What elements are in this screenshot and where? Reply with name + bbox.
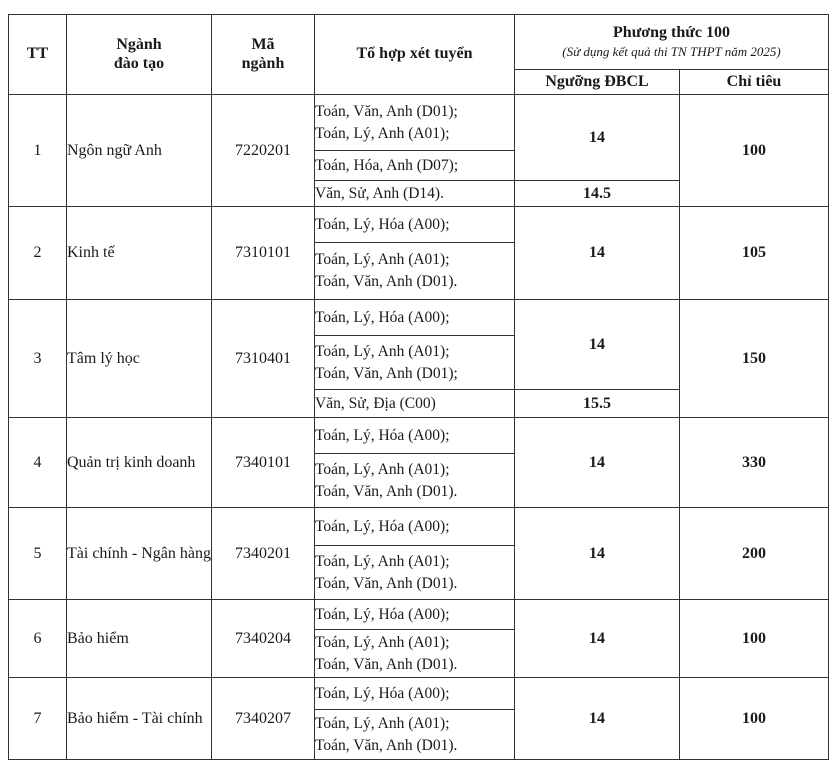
row-tt: 2: [9, 207, 67, 300]
row-quota: 330: [680, 418, 829, 508]
table-row: [9, 418, 829, 454]
row-threshold: 14: [515, 418, 680, 508]
combination-line: Toán, Văn, Anh (D01);: [315, 102, 458, 120]
table-row: [9, 95, 829, 151]
header-threshold: Ngưỡng ĐBCL: [515, 70, 680, 95]
combination-line: Toán, Lý, Anh (A01);: [315, 633, 450, 651]
combination-line: Toán, Lý, Hóa (A00);: [315, 426, 450, 444]
row-major-code: 7310101: [212, 207, 315, 300]
row-quota: 100: [680, 600, 829, 678]
row-quota: 100: [680, 95, 829, 207]
header-method-subtitle: (Sử dụng kết quả thi TN THPT năm 2025): [562, 44, 781, 60]
combination-line: Văn, Sử, Địa (C00): [315, 394, 436, 412]
row-tt: 1: [9, 95, 67, 207]
row-combination: [315, 300, 515, 336]
header-code-line2: ngành: [241, 54, 285, 72]
combination-line: Toán, Văn, Anh (D01).: [315, 482, 458, 500]
row-threshold: 14: [515, 600, 680, 678]
combination-line: Toán, Văn, Anh (D01).: [315, 574, 458, 592]
combination-line: Toán, Lý, Anh (A01);: [315, 251, 450, 268]
row-combination: [315, 508, 515, 546]
table-row: [9, 300, 829, 336]
header-code: [212, 15, 315, 95]
row-combination: [315, 600, 515, 630]
row-threshold: 14: [515, 508, 680, 600]
row-combination: [315, 418, 515, 454]
row-major-code: 7340207: [212, 678, 315, 760]
row-combination: [315, 678, 515, 710]
header-major-line1: Ngành: [116, 36, 162, 54]
combination-line: Toán, Lý, Hóa (A00);: [315, 605, 450, 623]
row-combination: [315, 151, 515, 181]
combination-line: Toán, Lý, Hóa (A00);: [315, 215, 450, 233]
combination-line: Toán, Lý, Anh (A01);: [315, 714, 450, 732]
row-tt: 3: [9, 300, 67, 418]
row-major-name: Tâm lý học: [67, 300, 212, 418]
row-major-code: 7340204: [212, 600, 315, 678]
row-combination: [315, 243, 515, 300]
row-combination: [315, 546, 515, 600]
row-major-name: Tài chính - Ngân hàng: [67, 508, 212, 600]
combination-line: Văn, Sử, Anh (D14).: [315, 184, 444, 202]
row-major-name: Kinh tế: [67, 207, 212, 300]
row-threshold: 14: [515, 207, 680, 300]
row-threshold: 14: [515, 678, 680, 760]
header-code-line1: Mã: [251, 36, 275, 54]
table-row: [9, 508, 829, 546]
row-combination: [315, 630, 515, 678]
row-quota: 100: [680, 678, 829, 760]
row-quota: 150: [680, 300, 829, 418]
table-row: [9, 207, 829, 243]
table-row: [9, 678, 829, 710]
row-threshold-extra: 14.5: [515, 181, 680, 207]
row-tt: 6: [9, 600, 67, 678]
row-combination: [315, 181, 515, 207]
row-threshold-extra: 15.5: [515, 390, 680, 418]
row-major-name: Bảo hiểm - Tài chính: [67, 678, 212, 760]
row-major-code: 7340101: [212, 418, 315, 508]
row-threshold: 14: [515, 95, 680, 181]
header-quota: Chỉ tiêu: [680, 70, 829, 95]
row-quota: 105: [680, 207, 829, 300]
row-major-code: 7310401: [212, 300, 315, 418]
header-major: [67, 15, 212, 95]
row-tt: 4: [9, 418, 67, 508]
combination-line: Toán, Văn, Anh (D01).: [315, 736, 458, 754]
row-combination: [315, 710, 515, 760]
row-threshold: 14: [515, 300, 680, 390]
header-major-line2: đào tạo: [113, 54, 165, 72]
row-major-code: 7340201: [212, 508, 315, 600]
combination-line: Toán, Lý, Anh (A01);: [315, 460, 450, 478]
row-combination: [315, 390, 515, 418]
row-tt: 7: [9, 678, 67, 760]
row-combination: [315, 336, 515, 390]
header-method-title: Phương thức 100: [613, 23, 730, 41]
table-row: [9, 600, 829, 630]
combination-line: Toán, Hóa, Anh (D07);: [315, 156, 459, 174]
row-quota: 200: [680, 508, 829, 600]
combination-line: Toán, Lý, Hóa (A00);: [315, 517, 450, 535]
row-tt: 5: [9, 508, 67, 600]
combination-line: Toán, Văn, Anh (D01).: [315, 655, 458, 673]
header-tt: TT: [9, 15, 67, 95]
row-major-name: Bảo hiểm: [67, 600, 212, 678]
header-method: [515, 15, 829, 70]
admission-table: [8, 14, 829, 760]
combination-line: Toán, Lý, Anh (A01);: [315, 124, 450, 142]
row-combination: [315, 454, 515, 508]
header-combination: Tổ hợp xét tuyển: [315, 15, 515, 95]
combination-line: Toán, Lý, Hóa (A00);: [315, 684, 450, 702]
row-major-code: 7220201: [212, 95, 315, 207]
combination-line: Toán, Lý, Anh (A01);: [315, 342, 450, 360]
row-combination: [315, 95, 515, 151]
combination-line: Toán, Lý, Hóa (A00);: [315, 308, 450, 326]
combination-line: Toán, Văn, Anh (D01).: [315, 273, 458, 290]
row-combination: [315, 207, 515, 243]
row-major-name: Quản trị kinh doanh: [67, 418, 212, 508]
combination-line: Toán, Lý, Anh (A01);: [315, 552, 450, 570]
row-major-name: Ngôn ngữ Anh: [67, 95, 212, 207]
combination-line: Toán, Văn, Anh (D01);: [315, 364, 458, 382]
